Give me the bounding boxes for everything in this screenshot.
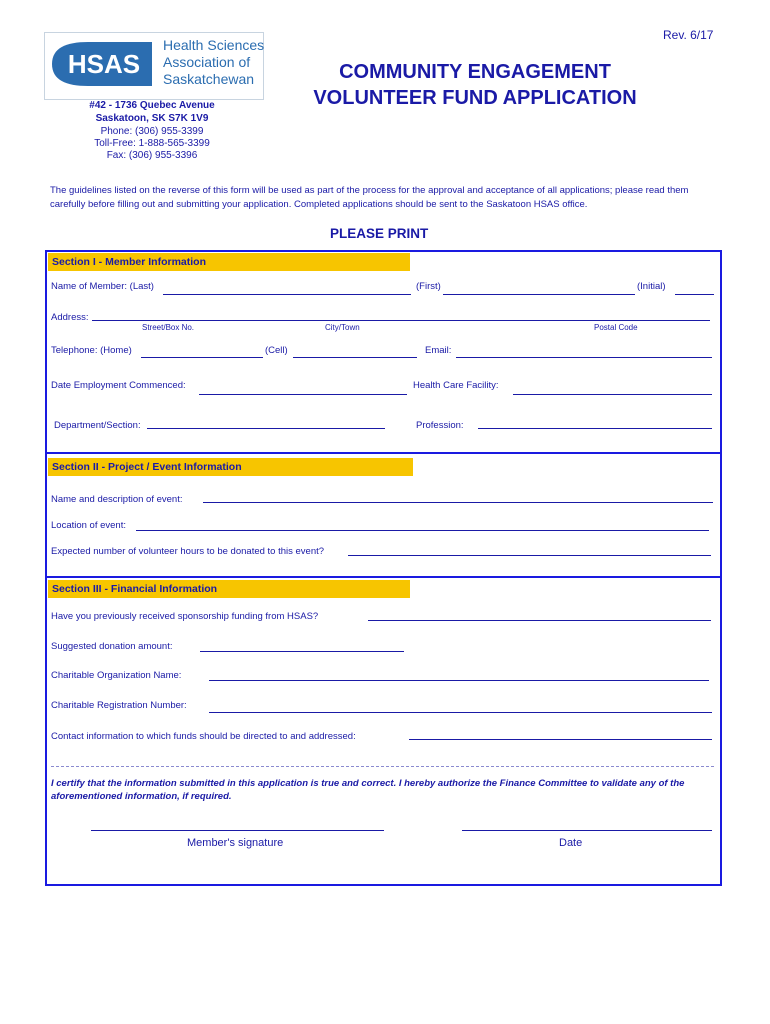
member-signature-field[interactable]: [91, 830, 384, 831]
form-title-line-2: VOLUNTEER FUND APPLICATION: [313, 87, 637, 109]
logo-mark-text: HSAS: [67, 49, 141, 79]
volunteer-hours-field[interactable]: [348, 555, 711, 556]
address-street: #42 - 1736 Quebec Avenue: [89, 100, 215, 111]
funds-contact-field[interactable]: [409, 739, 712, 740]
charity-name-field[interactable]: [209, 680, 709, 681]
postal-code-sublabel: Postal Code: [594, 323, 638, 332]
donation-amount-label: Suggested donation amount:: [51, 641, 173, 652]
address-phone: Phone: (306) 955-3399: [100, 126, 204, 137]
section2-heading: Section II - Project / Event Information: [48, 458, 413, 476]
donation-amount-field[interactable]: [200, 651, 404, 652]
revision-label: Rev. 6/17: [663, 28, 714, 42]
member-signature-label: Member's signature: [187, 837, 284, 849]
section3-heading: Section III - Financial Information: [48, 580, 410, 598]
charity-registration-field[interactable]: [209, 712, 712, 713]
certification-divider: [51, 766, 714, 767]
address-city: Saskatoon, SK S7K 1V9: [95, 113, 209, 124]
charity-registration-label: Charitable Registration Number:: [51, 700, 187, 711]
member-last-name-field[interactable]: [163, 294, 411, 295]
event-name-description-field[interactable]: [203, 502, 713, 503]
member-last-name-label: Name of Member: (Last): [51, 281, 154, 292]
event-name-description-label: Name and description of event:: [51, 494, 183, 505]
signature-date-field[interactable]: [462, 830, 712, 831]
section-divider-1: [45, 452, 722, 454]
section1-heading: Section I - Member Information: [48, 253, 410, 271]
email-field[interactable]: [456, 357, 712, 358]
telephone-home-label: Telephone: (Home): [51, 345, 132, 356]
section-divider-2: [45, 576, 722, 578]
street-sublabel: Street/Box No.: [142, 323, 195, 332]
funds-contact-label: Contact information to which funds should be directed to and addressed:: [51, 731, 356, 742]
logo-line-2: Association of: [163, 54, 251, 70]
previous-sponsorship-label: Have you previously received sponsorship funding from HSAS?: [51, 611, 319, 622]
logo-line-3: Saskatchewan: [163, 71, 255, 87]
address-tollfree: Toll-Free: 1-888-565-3399: [94, 138, 210, 149]
member-first-name-field[interactable]: [443, 294, 635, 295]
telephone-cell-field[interactable]: [293, 357, 417, 358]
profession-label: Profession:: [416, 420, 464, 431]
charity-name-label: Charitable Organization Name:: [51, 670, 182, 681]
please-print-heading: PLEASE PRINT: [330, 226, 429, 241]
volunteer-hours-label: Expected number of volunteer hours to be donated to this event?: [51, 546, 325, 557]
employment-date-label: Date Employment Commenced:: [51, 380, 186, 391]
event-location-field[interactable]: [136, 530, 709, 531]
health-care-facility-label: Health Care Facility:: [413, 380, 499, 391]
member-initial-field[interactable]: [675, 294, 714, 295]
telephone-cell-label: (Cell): [265, 345, 288, 356]
address-field[interactable]: [92, 320, 710, 321]
health-care-facility-field[interactable]: [513, 394, 712, 395]
department-label: Department/Section:: [54, 420, 141, 431]
signature-date-label: Date: [559, 837, 583, 849]
department-field[interactable]: [147, 428, 385, 429]
address-fax: Fax: (306) 955-3396: [106, 150, 198, 161]
hsas-logo-mark: [48, 38, 156, 90]
form-title-line-1: COMMUNITY ENGAGEMENT: [339, 61, 611, 83]
address-label: Address:: [51, 312, 89, 323]
member-initial-label: (Initial): [637, 281, 666, 292]
guidelines-text: The guidelines listed on the reverse of this form will be used as part of the process for the approval and acceptance of all applications; please read them carefully before filling out and submitting your application. Completed applications should be sent to the Saskatoon HSAS office.: [50, 185, 689, 210]
email-label: Email:: [425, 345, 452, 356]
employment-date-field[interactable]: [199, 394, 407, 395]
city-sublabel: City/Town: [325, 323, 360, 332]
logo-line-1: Health Sciences: [163, 37, 265, 53]
certification-statement: I certify that the information submitted in this application is true and correct. I hereby authorize the Finance Committee to validate any of the aforementioned information, if required.: [51, 778, 685, 802]
profession-field[interactable]: [478, 428, 712, 429]
telephone-home-field[interactable]: [141, 357, 263, 358]
member-first-name-label: (First): [416, 281, 441, 292]
previous-sponsorship-field[interactable]: [368, 620, 711, 621]
event-location-label: Location of event:: [51, 520, 126, 531]
